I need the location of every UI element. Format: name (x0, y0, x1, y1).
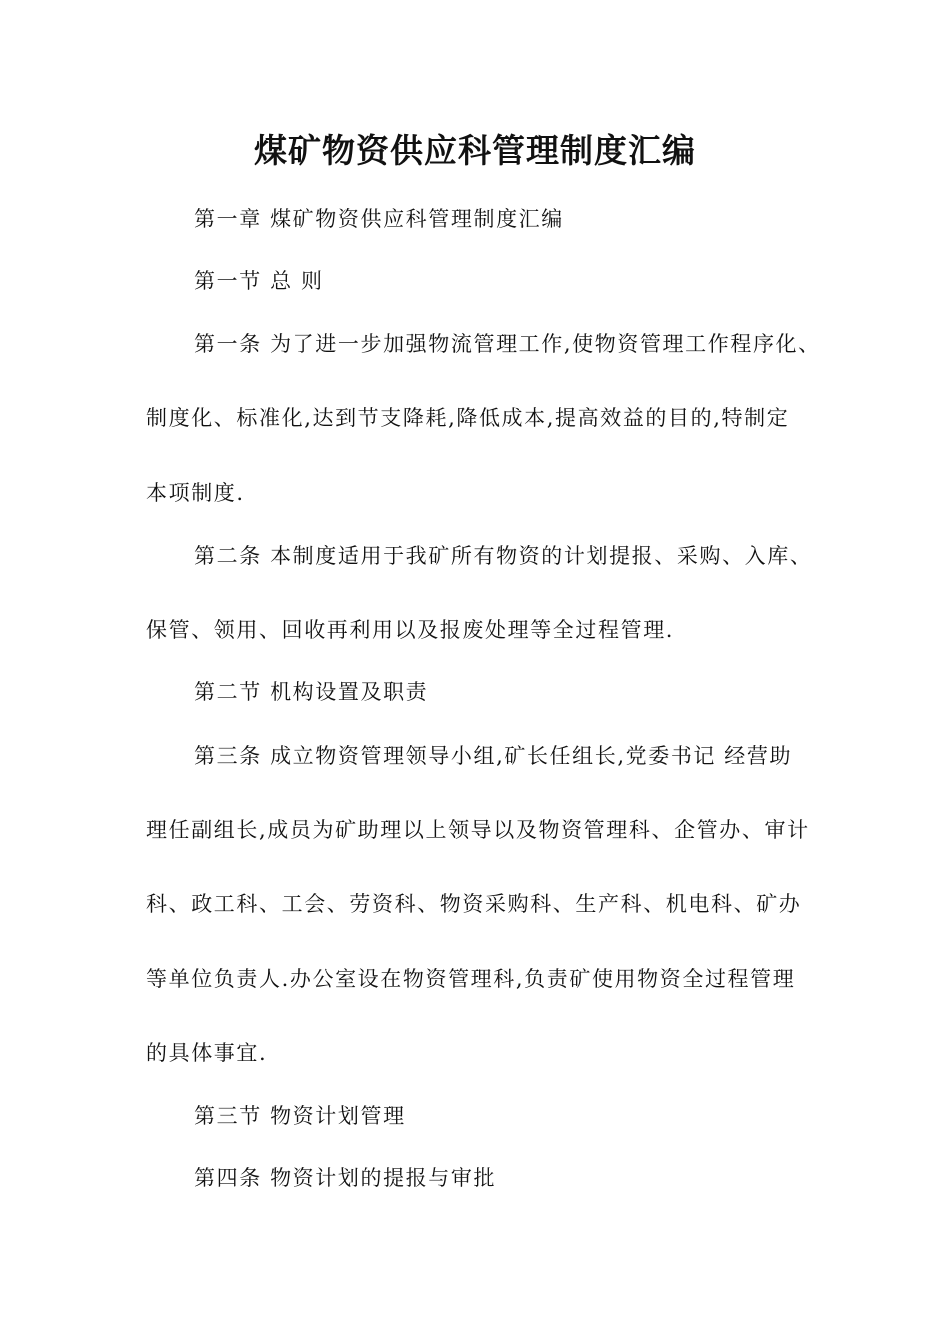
document-title: 煤矿物资供应科管理制度汇编 (254, 131, 696, 170)
section-heading: 第一节 总 则 (194, 269, 324, 293)
paragraph-line: 等单位负责人.办公室设在物资管理科,负责矿使用物资全过程管理 (146, 967, 796, 991)
paragraph-line: 科、政工科、工会、劳资科、物资采购科、生产科、机电科、矿办 (146, 892, 802, 916)
paragraph-line: 理任副组长,成员为矿助理以上领导以及物资管理科、企管办、审计 (146, 818, 810, 842)
paragraph-line: 本项制度. (146, 481, 245, 505)
section-heading: 第二节 机构设置及职责 (194, 680, 429, 704)
chapter-heading: 第一章 煤矿物资供应科管理制度汇编 (194, 207, 564, 231)
article-heading: 第四条 物资计划的提报与审批 (194, 1166, 497, 1190)
paragraph-line: 制度化、标准化,达到节支降耗,降低成本,提高效益的目的,特制定 (146, 406, 790, 430)
paragraph-line: 第三条 成立物资管理领导小组,矿长任组长,党委书记 经营助 (194, 744, 793, 768)
paragraph-line: 第二条 本制度适用于我矿所有物资的计划提报、采购、入库、 (194, 544, 813, 568)
paragraph-line: 第一条 为了进一步加强物流管理工作,使物资管理工作程序化、 (194, 332, 821, 356)
paragraph-line: 保管、领用、回收再利用以及报废处理等全过程管理. (146, 618, 675, 642)
section-heading: 第三节 物资计划管理 (194, 1104, 406, 1128)
paragraph-line: 的具体事宜. (146, 1041, 268, 1065)
